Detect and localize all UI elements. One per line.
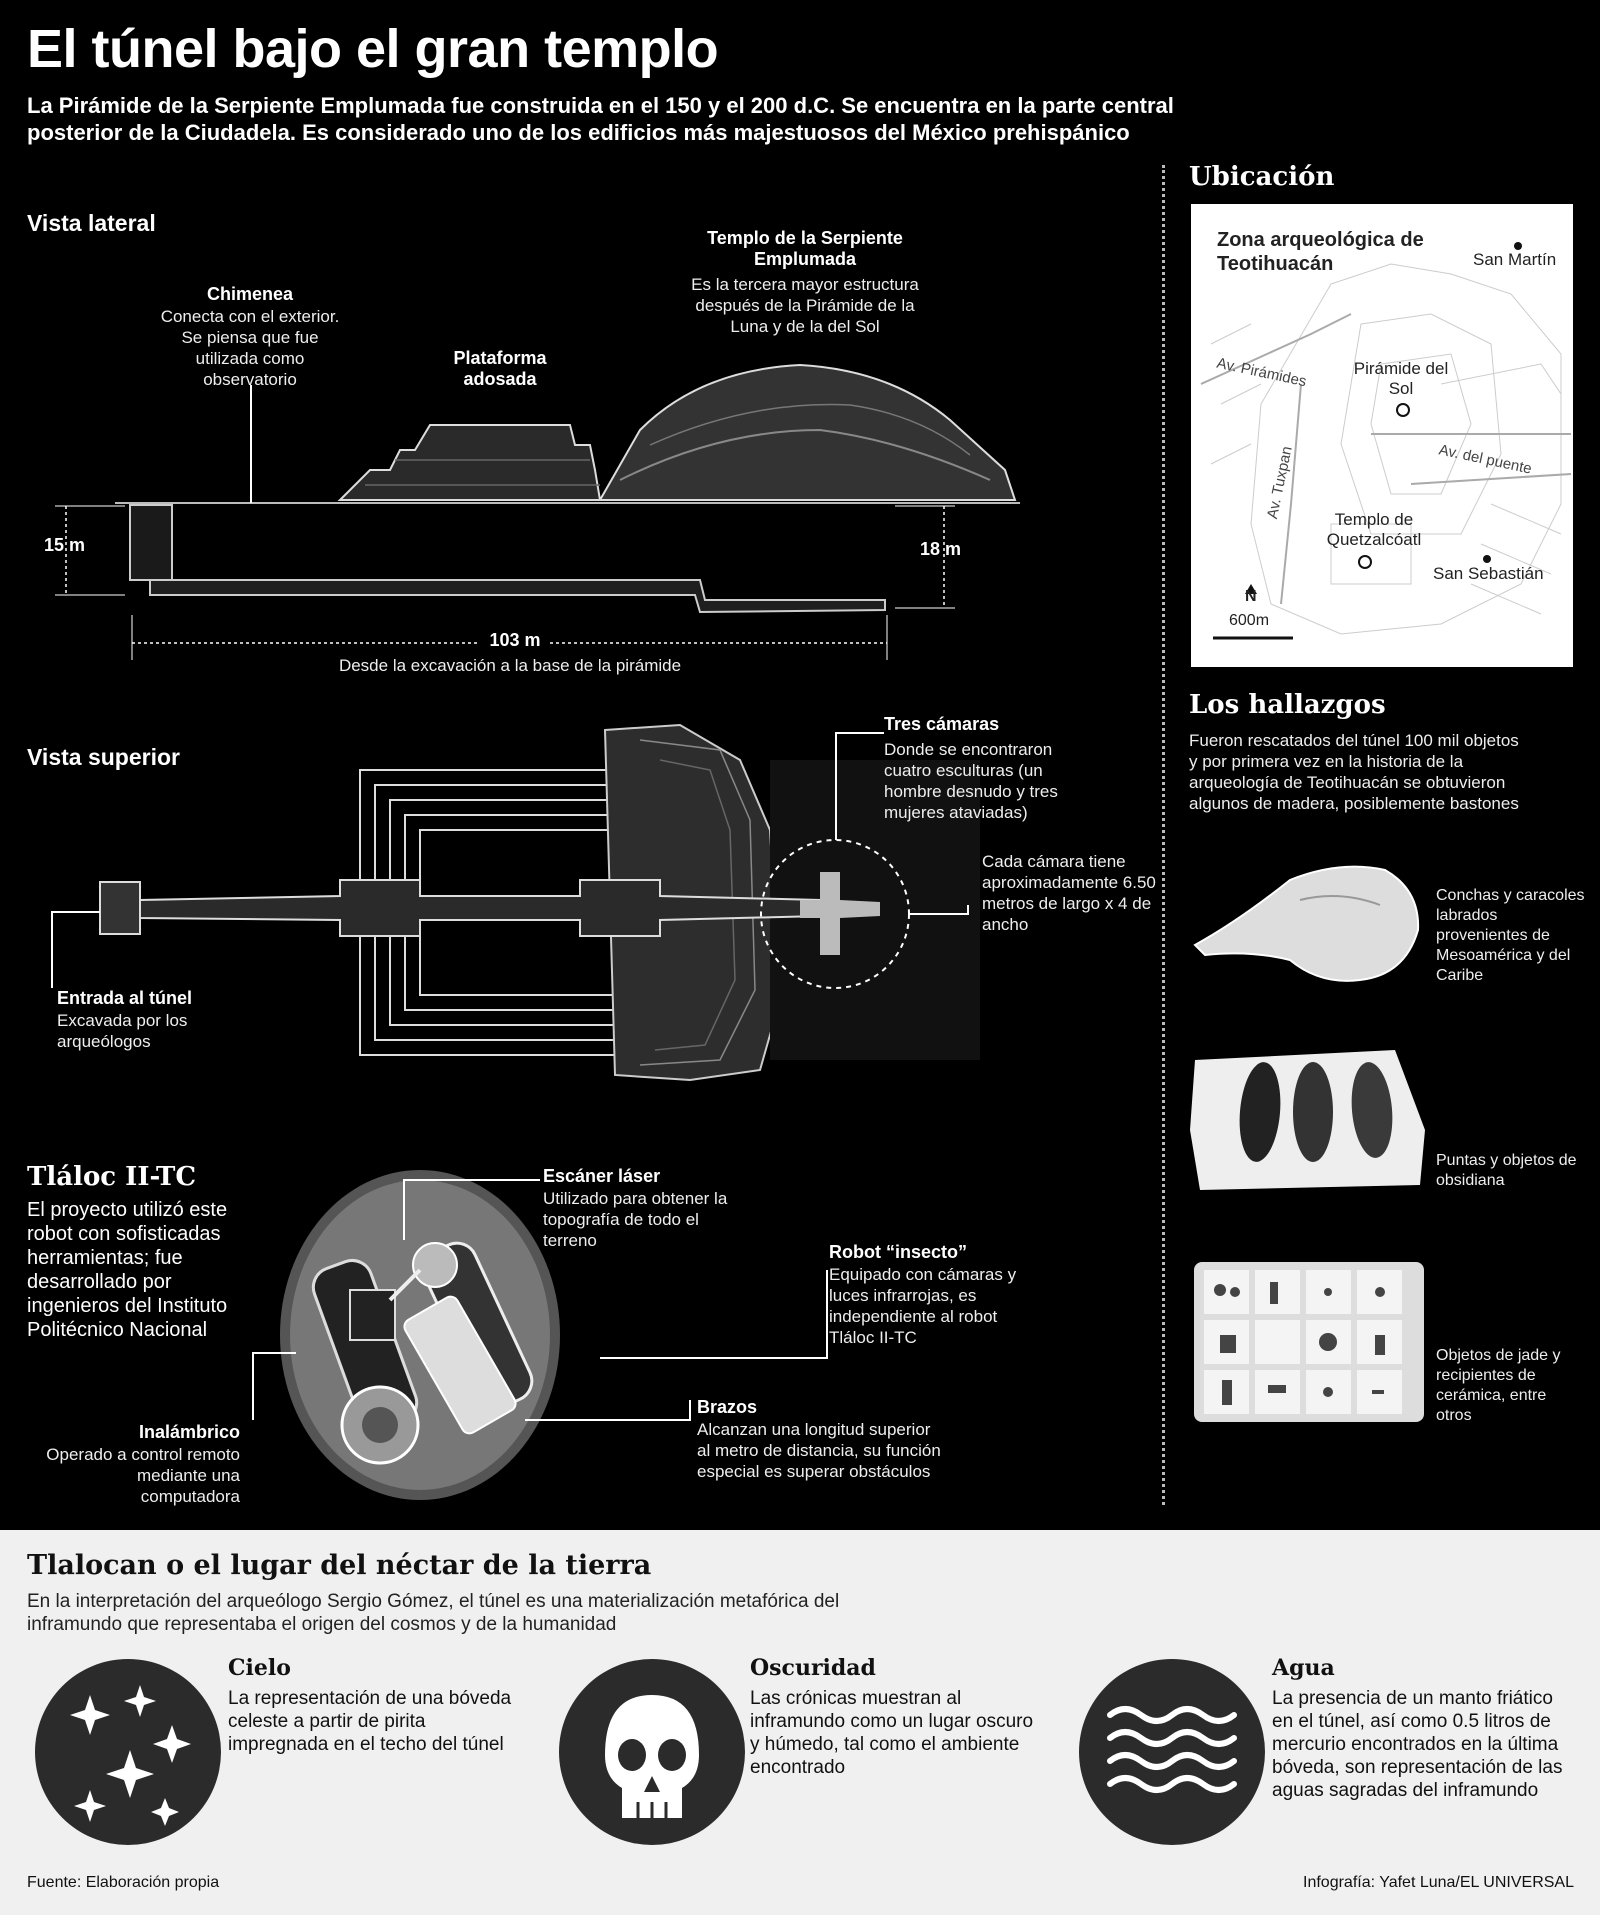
- agua-title: Agua: [1272, 1655, 1335, 1681]
- ubicacion-heading: Ubicación: [1189, 162, 1335, 192]
- oscuridad-title: Oscuridad: [750, 1655, 876, 1681]
- cielo-title: Cielo: [228, 1655, 291, 1681]
- map-label-av-piramides: Av. Pirámides: [1215, 354, 1308, 391]
- camaras-text: Donde se encontraron cuatro esculturas (un hombre desnudo y tres mujeres ataviadas): [884, 740, 1058, 822]
- entrada-text: Excavada por los arqueólogos: [57, 1011, 188, 1051]
- entrada-title: Entrada al túnel: [57, 988, 193, 1008]
- inalambrico-title: Inalámbrico: [138, 1422, 240, 1442]
- tlalocan-heading: Tlalocan o el lugar del néctar de la tierra: [27, 1550, 652, 1581]
- page-title: El túnel bajo el gran templo: [27, 19, 719, 79]
- map-label-piramide-sol: Pirámide del Sol: [1353, 359, 1449, 398]
- map-north-label: N: [1245, 588, 1257, 605]
- robot-text: El proyecto utilizó este robot con sofisticadas herramientas; fue desarrollado por ingenieros del Instituto Politécnico Nacional: [27, 1199, 228, 1341]
- chimenea-text: Conecta con el exterior. Se piensa que fue utilizada como observatorio: [160, 307, 340, 389]
- inalambrico-text: Operado a control remoto mediante una computadora: [46, 1445, 240, 1506]
- hallazgo-item-2: Puntas y objetos de obsidiana: [1436, 1152, 1577, 1189]
- escaner-text: Utilizado para obtener la topografía de todo el terreno: [543, 1189, 728, 1250]
- map-label-av-puente: Av. del puente: [1437, 441, 1534, 478]
- map-label-templo-quetz: Templo de Quetzalcóatl: [1326, 510, 1422, 549]
- hallazgo-item-1: Conchas y caracoles labrados provenientes de Mesoamérica y del Caribe: [1436, 887, 1585, 984]
- plataforma-title: Plataforma adosada: [453, 348, 547, 389]
- oscuridad-text: Las crónicas muestran al inframundo como un lugar oscuro y húmedo, tal como el ambiente encontrado: [750, 1688, 1034, 1778]
- tlalocan-text: En la interpretación del arqueólogo Sergio Gómez, el túnel es una materialización metafórica del inframundo que representaba el origen del cosmos y de la humanidad: [27, 1591, 840, 1635]
- hallazgos-text: Fueron rescatados del túnel 100 mil objetos y por primera vez en la historia de la arqueología de Teotihuacán se obtuvieron algunos de madera, posiblemente bastones: [1189, 731, 1519, 813]
- brazos-text: Alcanzan una longitud superior al metro de distancia, su función especial es superar obstáculos: [697, 1420, 941, 1481]
- water-waves-icon: [1079, 1659, 1265, 1845]
- robot-heading: Tláloc II-TC: [27, 1162, 197, 1192]
- brazos-title: Brazos: [697, 1397, 758, 1417]
- credit-note: Infografía: Yafet Luna/EL UNIVERSAL: [1303, 1874, 1574, 1891]
- depth-right: 18 m: [920, 539, 962, 559]
- superior-heading: Vista superior: [27, 744, 180, 770]
- map-label-san-sebastian: San Sebastián: [1433, 564, 1544, 583]
- cielo-text: La representación de una bóveda celeste a partir de pirita impregnada en el techo del túnel: [228, 1688, 512, 1755]
- templo-title: Templo de la Serpiente Emplumada: [707, 228, 903, 269]
- agua-text: La presencia de un manto friático en el túnel, así como 0.5 litros de mercurio encontrados en la última bóveda, son representación de las aguas sagradas del inframundo: [1272, 1688, 1563, 1801]
- lateral-heading: Vista lateral: [27, 210, 156, 236]
- hallazgos-heading: Los hallazgos: [1189, 690, 1386, 720]
- map-label-av-tuxpan: Av. Tuxpan: [1263, 444, 1296, 521]
- insecto-text: Equipado con cámaras y luces infrarrojas, es independiente al robot Tláloc II-TC: [829, 1265, 1017, 1347]
- camaras-title: Tres cámaras: [884, 714, 1000, 734]
- map-scale-label: 600m: [1229, 612, 1270, 629]
- intro-text: La Pirámide de la Serpiente Emplumada fue construida en el 150 y el 200 d.C. Se encuentra en la parte central posterior de la Ciudadela. Es considerado uno de los edificios más majestuosos del México prehispánico: [27, 93, 1174, 145]
- skull-icon: [559, 1659, 745, 1845]
- depth-left: 15 m: [44, 535, 86, 555]
- templo-text: Es la tercera mayor estructura después de la Pirámide de la Luna y de la del Sol: [691, 275, 919, 336]
- cielo-icon: [35, 1659, 221, 1845]
- hallazgo-item-3: Objetos de jade y recipientes de cerámica, entre otros: [1436, 1347, 1561, 1424]
- map-label-san-martin: San Martín: [1473, 250, 1557, 269]
- camara-size: Cada cámara tiene aproximadamente 6.50 metros de largo x 4 de ancho: [982, 852, 1156, 934]
- source-note: Fuente: Elaboración propia: [27, 1874, 220, 1891]
- chimenea-title: Chimenea: [206, 284, 294, 304]
- insecto-title: Robot “insecto”: [829, 1242, 967, 1262]
- escaner-title: Escáner láser: [543, 1166, 661, 1186]
- map-title: Zona arqueológica de Teotihuacán: [1217, 229, 1424, 275]
- length-value: 103 m: [489, 630, 541, 650]
- length-text: Desde la excavación a la base de la pirámide: [338, 656, 682, 675]
- tlalocan-section: [0, 1530, 1600, 1915]
